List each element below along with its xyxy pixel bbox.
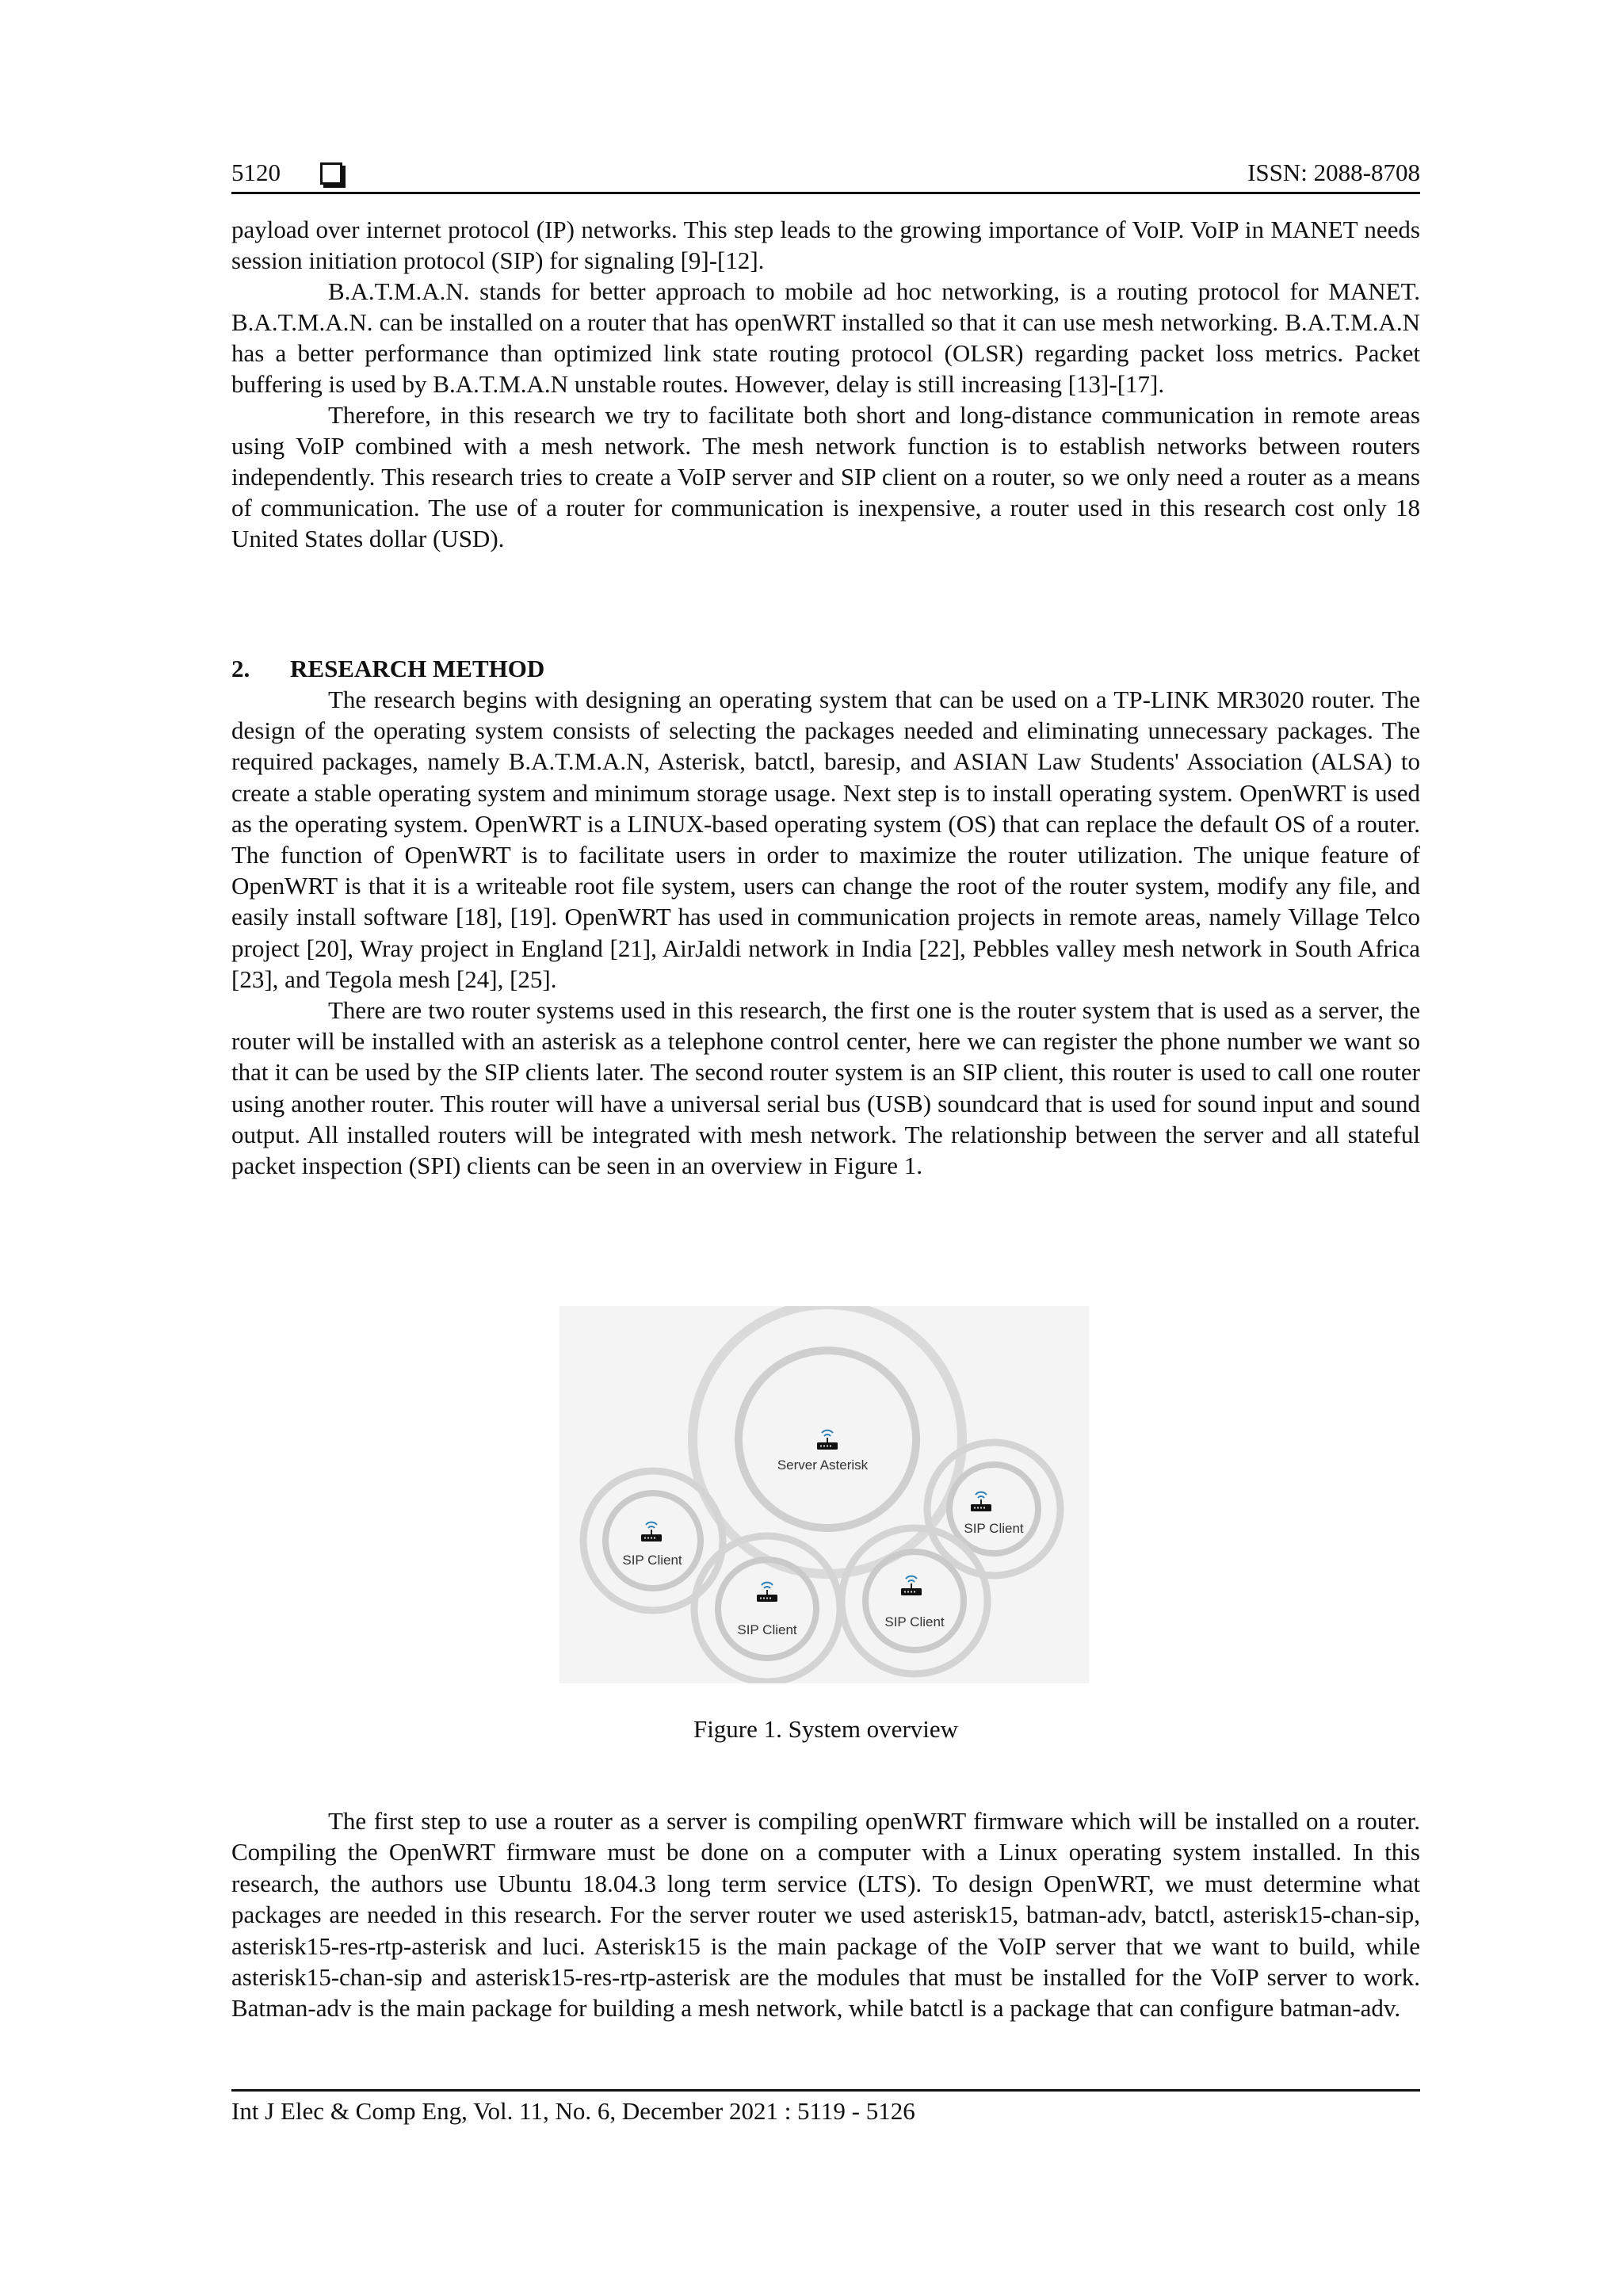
section-number: 2. bbox=[231, 655, 250, 682]
server-label: Server Asterisk bbox=[777, 1457, 869, 1473]
figure-system-overview bbox=[559, 1306, 1089, 1683]
bottom-left-client-signal-rings bbox=[694, 1536, 840, 1682]
footer-rule bbox=[231, 2089, 1420, 2092]
client-label: SIP Client bbox=[737, 1622, 797, 1637]
header-rule bbox=[231, 192, 1420, 194]
running-header bbox=[231, 155, 1420, 190]
paragraph: The first step to use a router as a server is compiling openWRT firmware which will be installed on a router. Compiling the OpenWRT firmware must be done on a computer with a Linux operating system installed. In this research, the authors use Ubuntu 18.04.3 long term service (LTS). To design OpenWRT, we must determine what packages are needed in this research. For the server router we used asterisk15, batman-adv, batctl, asterisk15-chan-sip, asterisk15-res-rtp-asterisk and luci. Asterisk15 is the main package of the VoIP server that we want to build, while asterisk15-chan-sip and asterisk15-res-rtp-asterisk are the modules that must be installed for the VoIP server to work. Batman-adv is the main package for building a mesh network, while batctl is a package that can configure batman-adv. bbox=[231, 1807, 1420, 2023]
section-heading bbox=[231, 653, 1420, 684]
mesh-diagram bbox=[559, 1306, 1089, 1683]
right-client-signal-rings bbox=[927, 1442, 1060, 1576]
client-label: SIP Client bbox=[622, 1553, 682, 1568]
figure-caption: Figure 1. System overview bbox=[693, 1715, 959, 1743]
bottom-right-client-signal-rings bbox=[842, 1528, 987, 1674]
router-icon bbox=[641, 1522, 662, 1541]
client-label: SIP Client bbox=[884, 1614, 945, 1629]
body-text-after-figure bbox=[231, 1805, 1420, 2024]
square-bullet-icon bbox=[320, 162, 342, 185]
client-label: SIP Client bbox=[964, 1521, 1024, 1536]
server-router-icon bbox=[817, 1431, 838, 1450]
paragraph: payload over internet protocol (IP) networks. This step leads to the growing importance of VoIP. VoIP in MANET needs session initiation protocol (SIP) for signaling [9]-[12]. bbox=[231, 216, 1420, 274]
intro-text bbox=[231, 214, 1420, 554]
section-title: RESEARCH METHOD bbox=[290, 655, 545, 682]
page-number: 5120 bbox=[231, 159, 281, 186]
paragraph: The research begins with designing an operating system that can be used on a TP-LINK MR3020 router. The design of the operating system consists of selecting the packages needed and eliminating unnecessary packages. The required packages, namely B.A.T.M.A.N, Asterisk, batctl, baresip, and ASIAN Law Students' Association (ALSA) to create a stable operating system and minimum storage usage. Next step is to install operating system. OpenWRT is used as the operating system. OpenWRT is a LINUX-based operating system (OS) that can replace the default OS of a router. The function of OpenWRT is to facilitate users in order to maximize the router utilization. The unique feature of OpenWRT is that it is a writeable root file system, users can change the root of the router system, modify any file, and easily install software [18], [19]. OpenWRT has used in communication projects in remote areas, namely Village Telco project [20], Wray project in England [21], AirJaldi network in India [22], Pebbles valley mesh network in South Africa [23], and Tegola mesh [24], [25]. bbox=[231, 686, 1420, 993]
paragraph: Therefore, in this research we try to facilitate both short and long-distance communication in remote areas using VoIP combined with a mesh network. The mesh network function is to establish networks between routers independently. This research tries to create a VoIP server and SIP client on a router, so we only need a router as a means of communication. The use of a router for communication is inexpensive, a router used in this research cost only 18 United States dollar (USD). bbox=[231, 401, 1420, 552]
router-icon bbox=[971, 1492, 991, 1511]
paragraph: B.A.T.M.A.N. stands for better approach to mobile ad hoc networking, is a routing protocol for MANET. B.A.T.M.A.N. can be installed on a router that has openWRT installed so that it can use mesh networking. B.A.T.M.A.N has a better performance than optimized link state routing protocol (OLSR) regarding packet loss metrics. Packet buffering is used by B.A.T.M.A.N unstable routes. However, delay is still increasing [13]-[17]. bbox=[231, 277, 1420, 398]
router-icon bbox=[901, 1576, 922, 1595]
section-text bbox=[231, 684, 1420, 1181]
paragraph: There are two router systems used in this research, the first one is the router system that is used as a server, the router will be installed with an asterisk as a telephone control center, here we can register the phone number we want so that it can be used by the SIP clients later. The second router system is an SIP client, this router is used to call one router using another router. This router will have a universal serial bus (USB) soundcard that is used for sound input and sound output. All installed routers will be integrated with mesh network. The relationship between the server and all stateful packet inspection (SPI) clients can be seen in an overview in Figure 1. bbox=[231, 996, 1420, 1180]
issn: ISSN: 2088-8708 bbox=[1247, 159, 1420, 186]
running-footer: Int J Elec & Comp Eng, Vol. 11, No. 6, December 2021 : 5119 - 5126 bbox=[231, 2097, 915, 2125]
router-icon bbox=[757, 1583, 777, 1602]
